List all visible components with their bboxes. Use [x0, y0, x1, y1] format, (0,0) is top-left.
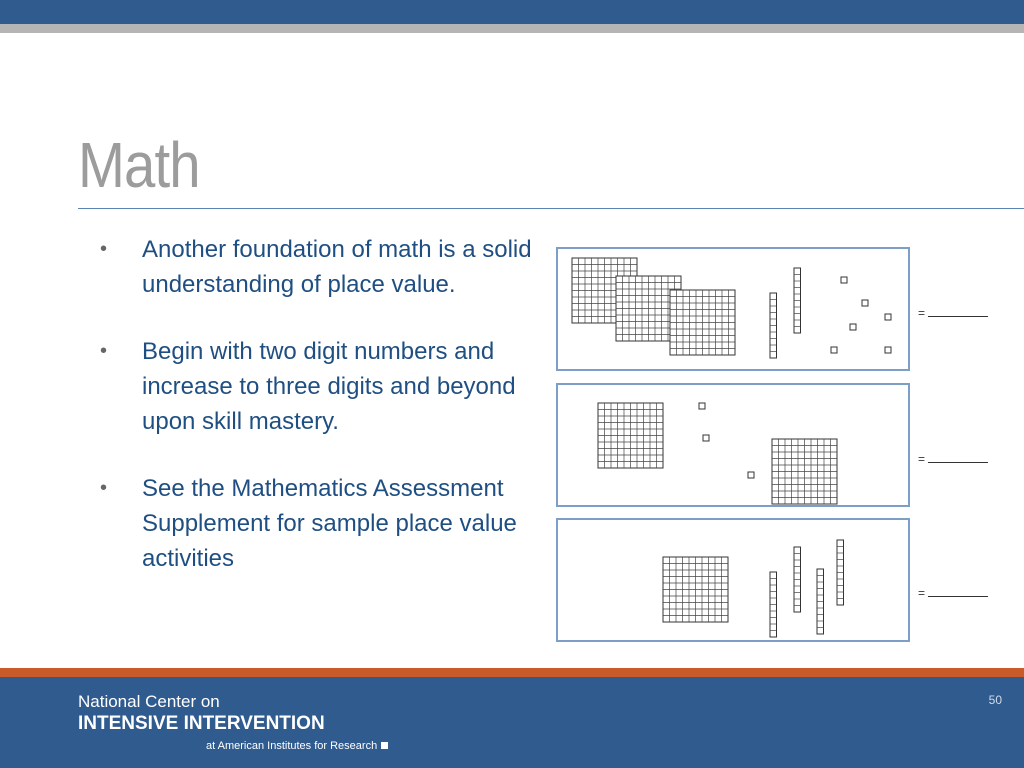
bullet-text: See the Mathematics Assessment Supplement for sample place value activities	[142, 475, 517, 572]
org-name-line1: National Center on	[78, 692, 220, 711]
org-name-line2: INTENSIVE INTERVENTION	[78, 713, 325, 734]
ten-rod	[794, 547, 801, 612]
hundred-flat	[598, 403, 663, 468]
bullet-dot-icon: •	[100, 238, 108, 260]
hundred-flat	[663, 557, 728, 622]
answer-blank-3[interactable]	[918, 586, 988, 600]
answer-blank-1[interactable]	[918, 306, 988, 320]
org-affiliation-text: at American Institutes for Research	[206, 740, 378, 752]
equals-sign: =	[918, 306, 926, 320]
one-cube	[885, 347, 891, 353]
logo-square-icon	[381, 742, 388, 749]
equals-sign: =	[918, 452, 926, 466]
one-cube	[699, 403, 705, 409]
ten-rod	[770, 572, 777, 637]
one-cube	[841, 277, 847, 283]
footer-accent-stripe	[0, 668, 1024, 677]
ten-rod	[794, 268, 801, 333]
one-cube	[850, 324, 856, 330]
slide-title: Math	[78, 129, 200, 201]
one-cube	[831, 347, 837, 353]
ten-rod	[837, 540, 844, 605]
ten-rod	[817, 569, 824, 634]
hundred-flat	[772, 439, 837, 504]
bullet-text: Another foundation of math is a solid understanding of place value.	[142, 236, 532, 298]
org-affiliation	[206, 740, 388, 752]
equals-sign: =	[918, 586, 926, 600]
bullet-dot-icon: •	[100, 340, 108, 362]
bullet-dot-icon: •	[100, 477, 108, 499]
one-cube	[748, 472, 754, 478]
bullet-text: Begin with two digit numbers and increase to three digits and beyond upon skill mastery.	[142, 338, 516, 435]
one-cube	[862, 300, 868, 306]
answer-blank-2[interactable]	[918, 452, 988, 466]
hundred-flat	[670, 290, 735, 355]
one-cube	[885, 314, 891, 320]
one-cube	[703, 435, 709, 441]
ten-rod	[770, 293, 777, 358]
page-number: 50	[988, 693, 1002, 707]
